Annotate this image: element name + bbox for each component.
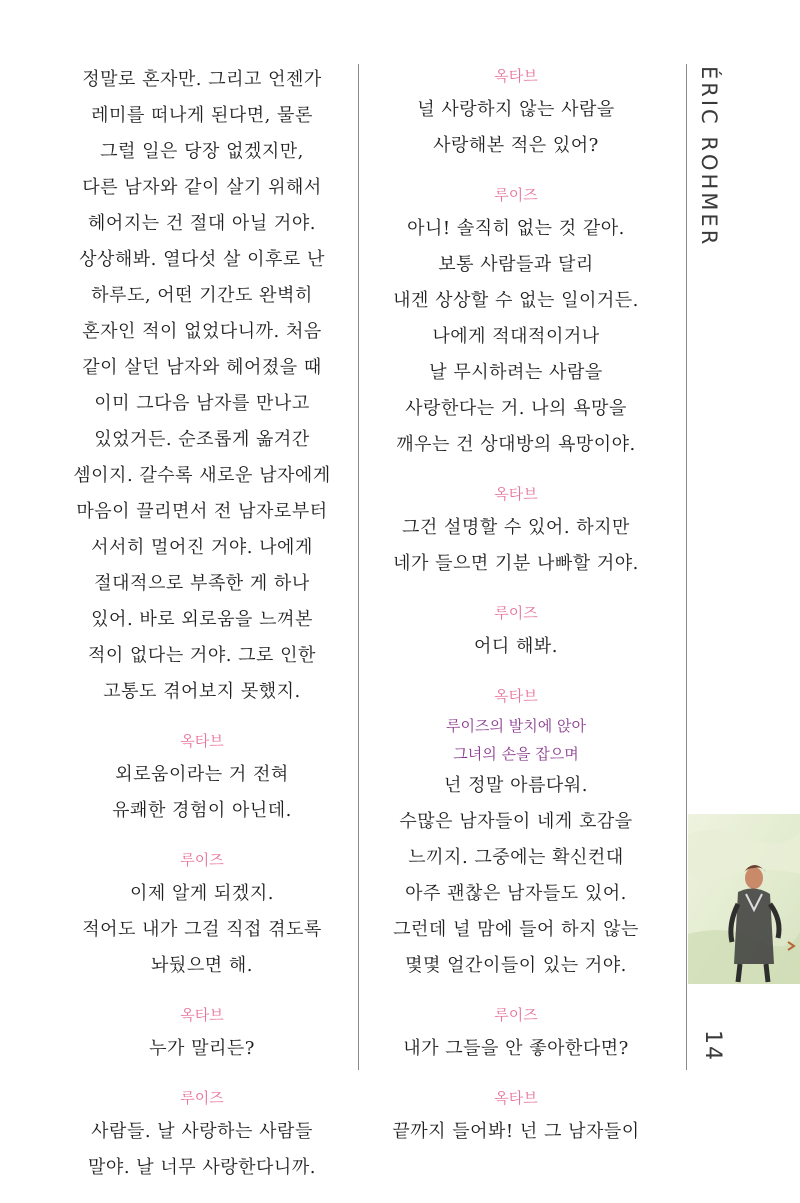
speaker-name: 옥타브 xyxy=(494,485,538,503)
text-line: 누가 말리든? xyxy=(149,1038,255,1059)
speaker-name: 루이즈 xyxy=(180,1089,224,1107)
text-line: 어디 해봐. xyxy=(474,636,558,657)
dialogue-block xyxy=(366,1084,666,1150)
dialogue-block xyxy=(52,846,352,984)
speaker-name: 옥타브 xyxy=(494,1089,538,1107)
watercolor-illustration xyxy=(688,814,800,984)
stage-direction: 그녀의 손을 잡으며 xyxy=(453,745,579,763)
text-line: 있었거든. 순조롭게 옮겨간 xyxy=(94,429,310,450)
speaker-name: 루이즈 xyxy=(494,186,538,204)
dialogue-block xyxy=(52,1001,352,1067)
speaker-name: 옥타브 xyxy=(494,67,538,85)
text-line: 이제 알게 되겠지. xyxy=(130,883,274,904)
figure-sketch-image xyxy=(688,814,800,984)
text-line: 헤어지는 건 절대 아닐 거야. xyxy=(88,213,316,234)
text-line: 널 사랑하지 않는 사람을 xyxy=(417,99,615,120)
text-line: 적어도 내가 그걸 직접 겪도록 xyxy=(82,919,322,940)
text-line: 셈이지. 갈수록 새로운 남자에게 xyxy=(73,465,331,486)
dialogue-block xyxy=(366,1001,666,1067)
stage-direction: 루이즈의 발치에 앉아 xyxy=(446,717,586,735)
text-line: 사랑한다는 거. 나의 욕망을 xyxy=(405,398,627,419)
text-line: 절대적으로 부족한 게 하나 xyxy=(94,573,310,594)
left-text-column xyxy=(52,62,352,1203)
text-line: 상상해봐. 열다섯 살 이후로 난 xyxy=(79,249,325,270)
speaker-name: 루이즈 xyxy=(180,851,224,869)
text-line: 이미 그다음 남자를 만나고 xyxy=(94,393,310,414)
text-line: 나에게 적대적이거나 xyxy=(432,326,600,347)
speaker-name: 옥타브 xyxy=(180,1006,224,1024)
text-line: 아주 괜찮은 남자들도 있어. xyxy=(405,883,627,904)
dialogue-block xyxy=(366,682,666,984)
text-line: 마음이 끌리면서 전 남자로부터 xyxy=(76,501,328,522)
text-line: 하루도, 어떤 기간도 완벽히 xyxy=(91,285,313,306)
text-line: 그런데 널 맘에 들어 하지 않는 xyxy=(393,919,639,940)
text-line: 적이 없다는 거야. 그로 인한 xyxy=(88,645,316,666)
text-line: 네가 들으면 기분 나빠할 거야. xyxy=(393,553,639,574)
running-title: ÉRIC ROHMER xyxy=(697,66,721,248)
speaker-name: 루이즈 xyxy=(494,604,538,622)
dialogue-block xyxy=(366,62,666,164)
column-divider xyxy=(358,64,359,1070)
text-line: 수많은 남자들이 네게 호감을 xyxy=(399,811,633,832)
text-line: 넌 정말 아름다워. xyxy=(444,775,588,796)
speaker-name: 루이즈 xyxy=(494,1006,538,1024)
text-line: 말야. 날 너무 사랑한다니까. xyxy=(88,1157,316,1178)
margin-rule xyxy=(686,64,687,1070)
dialogue-block xyxy=(366,599,666,665)
text-line: 그건 설명할 수 있어. 하지만 xyxy=(402,517,630,538)
dialogue-block xyxy=(52,1084,352,1186)
page-number: 14 xyxy=(700,1030,725,1062)
dialogue-block xyxy=(52,727,352,829)
right-text-column xyxy=(366,62,666,1167)
text-line: 내가 그들을 안 좋아한다면? xyxy=(403,1038,629,1059)
text-line: 깨우는 건 상대방의 욕망이야. xyxy=(396,434,636,455)
text-line: 있어. 바로 외로움을 느껴본 xyxy=(91,609,313,630)
paragraph-block xyxy=(52,62,352,710)
text-line: 외로움이라는 거 전혀 xyxy=(115,764,289,785)
text-line: 고통도 겪어보지 못했지. xyxy=(103,681,301,702)
speaker-name: 옥타브 xyxy=(494,687,538,705)
text-line: 레미를 떠나게 된다면, 물론 xyxy=(91,105,313,126)
text-line: 다른 남자와 같이 살기 위해서 xyxy=(82,177,322,198)
text-line: 느끼지. 그중에는 확신컨대 xyxy=(408,847,624,868)
text-line: 보통 사람들과 달리 xyxy=(438,254,594,275)
text-line: 그럴 일은 당장 없겠지만, xyxy=(100,141,304,162)
dialogue-block xyxy=(366,480,666,582)
dialogue-block xyxy=(366,181,666,463)
text-line: 아니! 솔직히 없는 것 같아. xyxy=(407,218,625,239)
text-line: 서서히 멀어진 거야. 나에게 xyxy=(91,537,313,558)
text-line: 날 무시하려는 사람을 xyxy=(429,362,603,383)
text-line: 내겐 상상할 수 없는 일이거든. xyxy=(393,290,639,311)
text-line: 놔뒀으면 해. xyxy=(151,955,253,976)
speaker-name: 옥타브 xyxy=(180,732,224,750)
text-line: 유쾌한 경험이 아닌데. xyxy=(112,800,292,821)
text-line: 정말로 혼자만. 그리고 언젠가 xyxy=(82,69,322,90)
text-line: 끝까지 들어봐! 넌 그 남자들이 xyxy=(392,1121,640,1142)
text-line: 몇몇 얼간이들이 있는 거야. xyxy=(405,955,627,976)
text-line: 사람들. 날 사랑하는 사람들 xyxy=(91,1121,313,1142)
text-line: 혼자인 적이 없었다니까. 처음 xyxy=(82,321,322,342)
text-line: 같이 살던 남자와 헤어졌을 때 xyxy=(82,357,322,378)
text-line: 사랑해본 적은 있어? xyxy=(433,135,599,156)
